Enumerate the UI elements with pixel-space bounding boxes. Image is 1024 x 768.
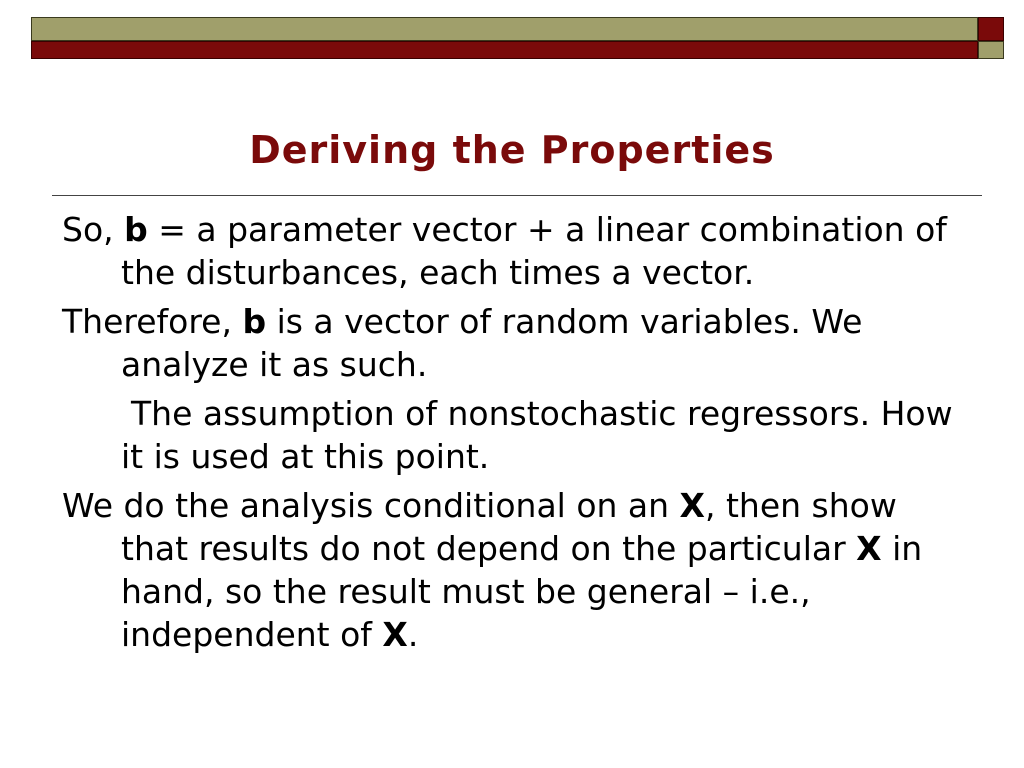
paragraph-text: is a vector of random variables. We analyze it as such. <box>121 302 863 384</box>
body-paragraph <box>62 392 962 478</box>
header-decoration-bar <box>31 17 978 59</box>
paragraph-text: , then show that results do not depend on the particular <box>121 486 897 568</box>
bold-symbol: b <box>124 210 148 249</box>
title-divider <box>52 195 982 196</box>
paragraph-text: = a parameter vector + a linear combination of the disturbances, each times a vector. <box>121 210 947 292</box>
paragraph-text: We do the analysis conditional on an <box>62 486 680 525</box>
paragraph-text: The assumption of nonstochastic regressors. How it is used at this point. <box>121 394 953 476</box>
slide-body <box>62 208 962 662</box>
paragraph-text: . <box>407 615 419 654</box>
header-olive-band <box>31 17 978 41</box>
corner-square-bottom <box>978 41 1004 59</box>
corner-square-top <box>978 17 1004 41</box>
paragraph-text: Therefore, <box>62 302 243 341</box>
body-paragraph <box>62 208 962 294</box>
body-paragraph <box>62 300 962 386</box>
body-paragraph <box>62 484 962 656</box>
bold-symbol: X <box>679 486 705 525</box>
bold-symbol: X <box>856 529 882 568</box>
paragraph-text: in hand, so the result must be general – i.e., independent of <box>121 529 923 654</box>
bold-symbol: X <box>382 615 408 654</box>
bold-symbol: b <box>242 302 267 341</box>
paragraph-text: So, <box>62 210 125 249</box>
slide-title: Deriving the Properties <box>249 128 775 172</box>
header-maroon-band <box>31 41 978 59</box>
header-corner-squares <box>978 17 1004 59</box>
